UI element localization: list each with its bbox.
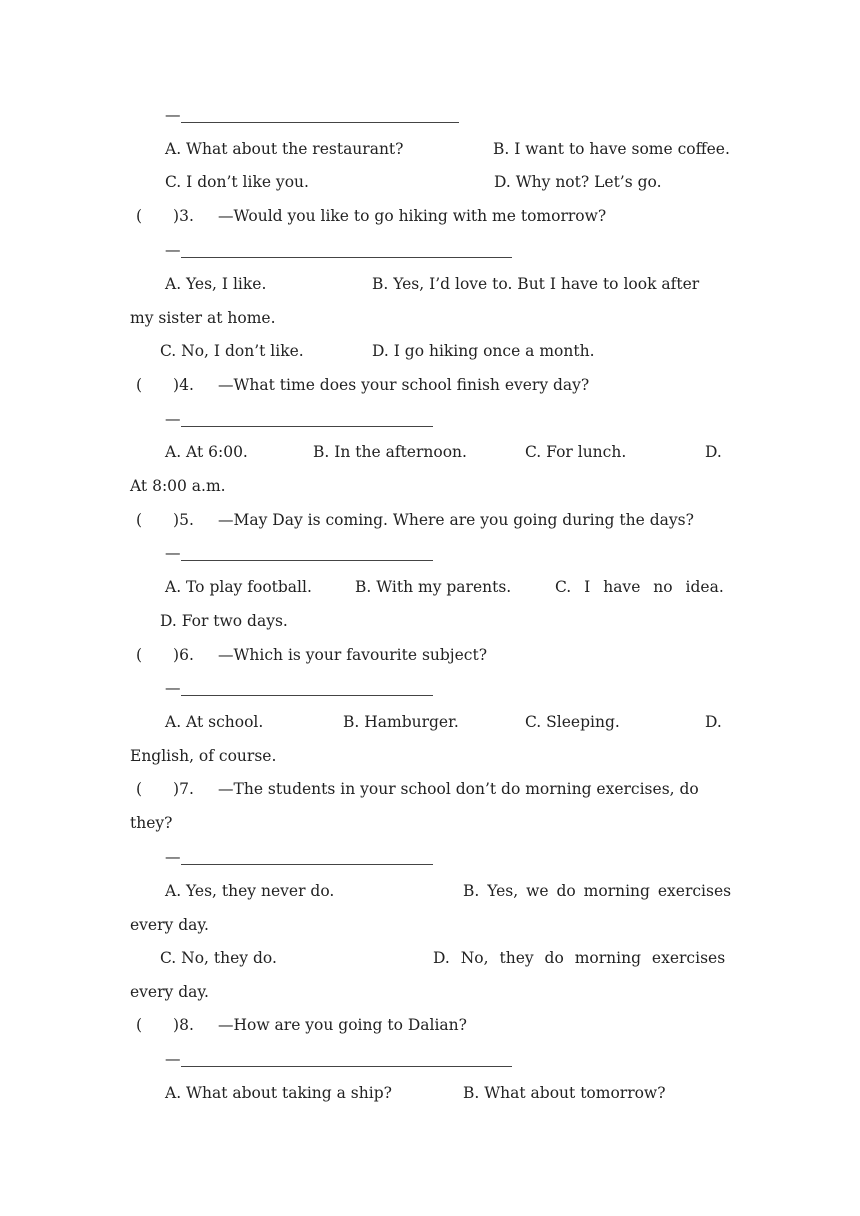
question-text: —May Day is coming. Where are you going during the days? [218,511,694,529]
answer-blank-line[interactable] [181,695,433,696]
answer-dash: — [165,679,181,697]
option-c: C. No, I don’t like. [160,342,304,360]
option-c: C. Sleeping. [525,713,620,731]
answer-blank-line[interactable] [181,560,433,561]
option-d-continued: every day. [130,983,209,1001]
option-a: A. At school. [165,713,264,731]
option-d-continued: English, of course. [130,747,277,765]
option-d-continued: At 8:00 a.m. [130,477,226,495]
option-b: B. In the afternoon. [313,443,467,461]
option-b: B. Yes, we do morning exercises [463,882,732,900]
question-number: ( )5. [136,511,194,529]
answer-blank-line[interactable] [181,426,433,427]
option-c: C. I don’t like you. [165,173,309,191]
answer-blank-line[interactable] [181,257,512,258]
option-d: D. I go hiking once a month. [372,342,595,360]
option-c: C. No, they do. [160,949,277,967]
question-text-continued: they? [130,814,173,832]
answer-dash: — [165,848,181,866]
option-a: A. Yes, I like. [165,275,267,293]
question-number: ( )7. [136,780,194,798]
option-d: D. [705,713,722,731]
answer-dash: — [165,241,181,259]
question-number: ( )6. [136,646,194,664]
option-a: A. Yes, they never do. [165,882,335,900]
answer-dash: — [165,106,181,124]
question-text: —The students in your school don’t do morning exercises, do [218,780,699,798]
option-d: D. [705,443,722,461]
option-a: A. What about the restaurant? [165,140,404,158]
option-b: B. With my parents. [355,578,512,596]
question-number: ( )3. [136,207,194,225]
question-text: —What time does your school finish every day? [218,376,590,394]
answer-dash: — [165,410,181,428]
answer-blank-line[interactable] [181,864,433,865]
option-b: B. I want to have some coffee. [493,140,730,158]
question-number: ( )4. [136,376,194,394]
option-b: B. Hamburger. [343,713,459,731]
option-c: C. I have no idea. [555,578,724,596]
option-a: A. To play football. [165,578,312,596]
question-text: —Which is your favourite subject? [218,646,488,664]
answer-blank-line[interactable] [181,122,459,123]
option-a: A. What about taking a ship? [165,1084,392,1102]
option-d: D. Why not? Let’s go. [494,173,662,191]
option-d: D. For two days. [160,612,288,630]
answer-dash: — [165,1050,181,1068]
option-c: C. For lunch. [525,443,627,461]
option-b: B. What about tomorrow? [463,1084,666,1102]
option-a: A. At 6:00. [165,443,248,461]
answer-blank-line[interactable] [181,1066,512,1067]
option-b-continued: my sister at home. [130,309,276,327]
question-number: ( )8. [136,1016,194,1034]
question-text: —How are you going to Dalian? [218,1016,467,1034]
option-b-continued: every day. [130,916,209,934]
answer-dash: — [165,544,181,562]
option-d: D. No, they do morning exercises [433,949,726,967]
question-text: —Would you like to go hiking with me tomorrow? [218,207,607,225]
option-b: B. Yes, I’d love to. But I have to look after [372,275,700,293]
